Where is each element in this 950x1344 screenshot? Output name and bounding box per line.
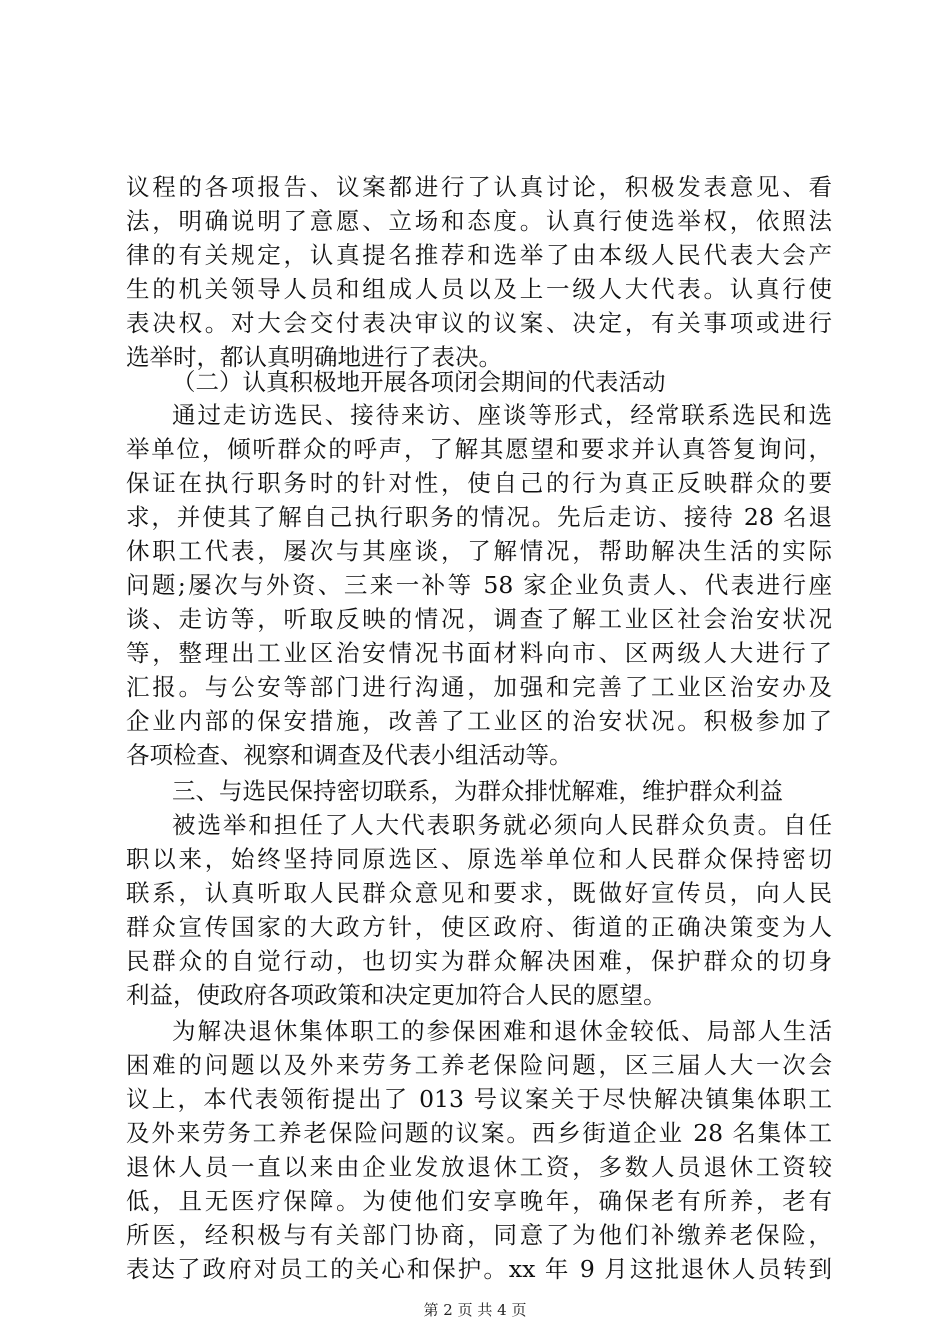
text-line: 议上，本代表领衔提出了 013 号议案关于尽快解决镇集体职工 bbox=[126, 1085, 832, 1113]
paragraph-first-line: 被选举和担任了人大代表职务就必须向人民群众负责。自任 bbox=[172, 811, 832, 839]
text-line: 求，并使其了解自己执行职务的情况。先后走访、接待 28 名退 bbox=[126, 503, 832, 531]
text-line: 律的有关规定，认真提名推荐和选举了由本级人民代表大会产 bbox=[126, 241, 832, 269]
text-line: 群众宣传国家的大政方针，使区政府、街道的正确决策变为人 bbox=[126, 913, 832, 941]
paragraph-first-line: 为解决退休集体职工的参保困难和退休金较低、局部人生活 bbox=[172, 1017, 832, 1045]
text-line: 联系，认真听取人民群众意见和要求，既做好宣传员，向人民 bbox=[126, 879, 832, 907]
text-line: 及外来劳务工养老保险问题的议案。西乡街道企业 28 名集体工 bbox=[126, 1119, 832, 1147]
text-line: 民群众的自觉行动，也切实为群众解决困难，保护群众的切身 bbox=[126, 947, 832, 975]
text-line: 低，且无医疗保障。为使他们安享晚年，确保老有所养，老有 bbox=[126, 1187, 832, 1215]
text-line: 休职工代表，屡次与其座谈，了解情况，帮助解决生活的实际 bbox=[126, 537, 832, 565]
page-number-footer: 第 2 页 共 4 页 bbox=[423, 1301, 527, 1319]
text-line: 职以来，始终坚持同原选区、原选举单位和人民群众保持密切 bbox=[126, 845, 832, 873]
text-line: 生的机关领导人员和组成人员以及上一级人大代表。认真行使 bbox=[126, 275, 832, 303]
text-line: 企业内部的保安措施，改善了工业区的治安状况。积极参加了 bbox=[126, 707, 832, 735]
text-line: 退休人员一直以来由企业发放退休工资，多数人员退休工资较 bbox=[126, 1153, 832, 1181]
text-line: 表决权。对大会交付表决审议的议案、决定，有关事项或进行 bbox=[126, 309, 832, 337]
text-line: 汇报。与公安等部门进行沟通，加强和完善了工业区治安办及 bbox=[126, 673, 832, 701]
text-line: 问题;屡次与外资、三来一补等 58 家企业负责人、代表进行座 bbox=[126, 571, 832, 599]
text-line: 法，明确说明了意愿、立场和态度。认真行使选举权，依照法 bbox=[126, 207, 832, 235]
text-line: 谈、走访等，听取反映的情况，调查了解工业区社会治安状况 bbox=[126, 605, 832, 633]
text-line: 利益，使政府各项政策和决定更加符合人民的愿望。 bbox=[126, 981, 667, 1009]
text-line: 所医，经积极与有关部门协商，同意了为他们补缴养老保险， bbox=[126, 1221, 832, 1249]
text-line: 各项检查、视察和调查及代表小组活动等。 bbox=[126, 741, 573, 769]
text-line: 等，整理出工业区治安情况书面材料向市、区两级人大进行了 bbox=[126, 639, 832, 667]
text-line: 表达了政府对员工的关心和保护。xx 年 9 月这批退休人员转到 bbox=[126, 1255, 832, 1283]
text-line: 举单位，倾听群众的呼声，了解其愿望和要求并认真答复询问， bbox=[126, 435, 832, 463]
text-line: 议程的各项报告、议案都进行了认真讨论，积极发表意见、看 bbox=[126, 173, 832, 201]
text-line: 选举时，都认真明确地进行了表决。 bbox=[126, 343, 502, 371]
section-heading: （二）认真积极地开展各项闭会期间的代表活动 bbox=[172, 368, 666, 396]
text-line: 困难的问题以及外来劳务工养老保险问题，区三届人大一次会 bbox=[126, 1051, 832, 1079]
paragraph-first-line: 通过走访选民、接待来访、座谈等形式，经常联系选民和选 bbox=[172, 401, 832, 429]
text-line: 保证在执行职务时的针对性，使自己的行为真正反映群众的要 bbox=[126, 469, 832, 497]
section-heading: 三、与选民保持密切联系，为群众排忧解难，维护群众利益 bbox=[172, 777, 783, 805]
